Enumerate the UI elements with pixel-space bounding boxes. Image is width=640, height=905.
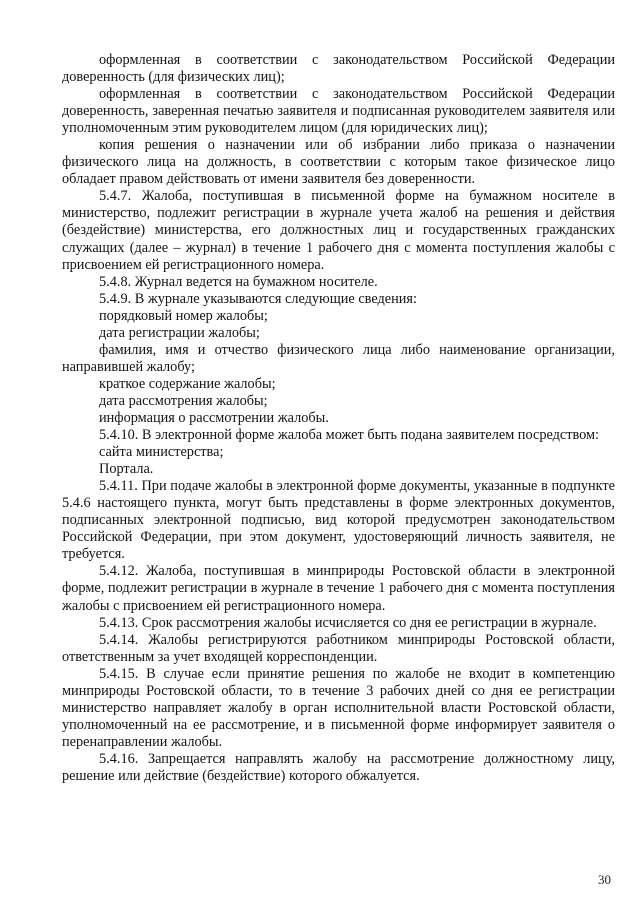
list-item: дата рассмотрения жалобы; bbox=[99, 392, 268, 409]
paragraph: 5.4.11. При подаче жалобы в электронной форме документы, указанные в подпункте 5.4.6 настоящего пункта, могут быть представлены в форме электронных документов, подписанных электронной подписью, вид которой предусмотрен законодательством Российской Федерации, при этом документ, удостоверяющий личность заявителя, не требуется. bbox=[62, 478, 615, 563]
paragraph: 5.4.13. Срок рассмотрения жалобы исчисляется со дня ее регистрации в журнале. bbox=[99, 614, 597, 631]
list-item: краткое содержание жалобы; bbox=[99, 375, 276, 392]
paragraph: оформленная в соответствии с законодательством Российской Федерации доверенность, заверенная печатью заявителя и подписанная руководителем заявителя или уполномоченным этим руководителем лицом (для юридических лиц); bbox=[62, 86, 615, 137]
list-item: дата регистрации жалобы; bbox=[99, 324, 260, 341]
paragraph: 5.4.8. Журнал ведется на бумажном носителе. bbox=[99, 273, 378, 290]
document-body bbox=[62, 52, 615, 785]
paragraph: 5.4.14. Жалобы регистрируются работником минприроды Ростовской области, ответственным за учет входящей корреспонденции. bbox=[62, 631, 615, 665]
page-number: 30 bbox=[598, 872, 611, 887]
paragraph: 5.4.16. Запрещается направлять жалобу на рассмотрение должностному лицу, решение или действие (бездействие) которого обжалуется. bbox=[62, 750, 615, 784]
paragraph: 5.4.10. В электронной форме жалоба может быть подана заявителем посредством: bbox=[99, 427, 600, 444]
list-item: фамилия, имя и отчество физического лица либо наименование организации, направившей жалобу; bbox=[62, 341, 615, 375]
paragraph: 5.4.9. В журнале указываются следующие сведения: bbox=[99, 290, 417, 307]
list-item: порядковый номер жалобы; bbox=[99, 307, 268, 324]
paragraph: 5.4.7. Жалоба, поступившая в письменной форме на бумажном носителе в министерство, подлежит регистрации в журнале учета жалоб на решения и действия (бездействие) министерства, его должностных лиц и государственных гражданских служащих (далее – журнал) в течение 1 рабочего дня с момента поступления жалобы с присвоением ей регистрационного номера. bbox=[62, 188, 615, 273]
list-item: Портала. bbox=[99, 461, 154, 478]
paragraph: 5.4.12. Жалоба, поступившая в минприроды Ростовской области в электронной форме, подлежит регистрации в журнале в течение 1 рабочего дня с момента поступления жалобы с присвоением ей регистрационного номера. bbox=[62, 563, 615, 614]
list-item: информация о рассмотрении жалобы. bbox=[99, 409, 329, 426]
list-item: сайта министерства; bbox=[99, 444, 224, 461]
paragraph: 5.4.15. В случае если принятие решения по жалобе не входит в компетенцию минприроды Ростовской области, то в течение 3 рабочих дней со дня ее регистрации министерство направляет жалобу в орган исполнительной власти Ростовской области, уполномоченный на ее рассмотрение, и в письменной форме информирует заявителя о перенаправлении жалобы. bbox=[62, 665, 615, 750]
paragraph: оформленная в соответствии с законодательством Российской Федерации доверенность (для физических лиц); bbox=[62, 52, 615, 86]
paragraph: копия решения о назначении или об избрании либо приказа о назначении физического лица на должность, в соответствии с которым такое физическое лицо обладает правом действовать от имени заявителя без доверенности. bbox=[62, 137, 615, 188]
